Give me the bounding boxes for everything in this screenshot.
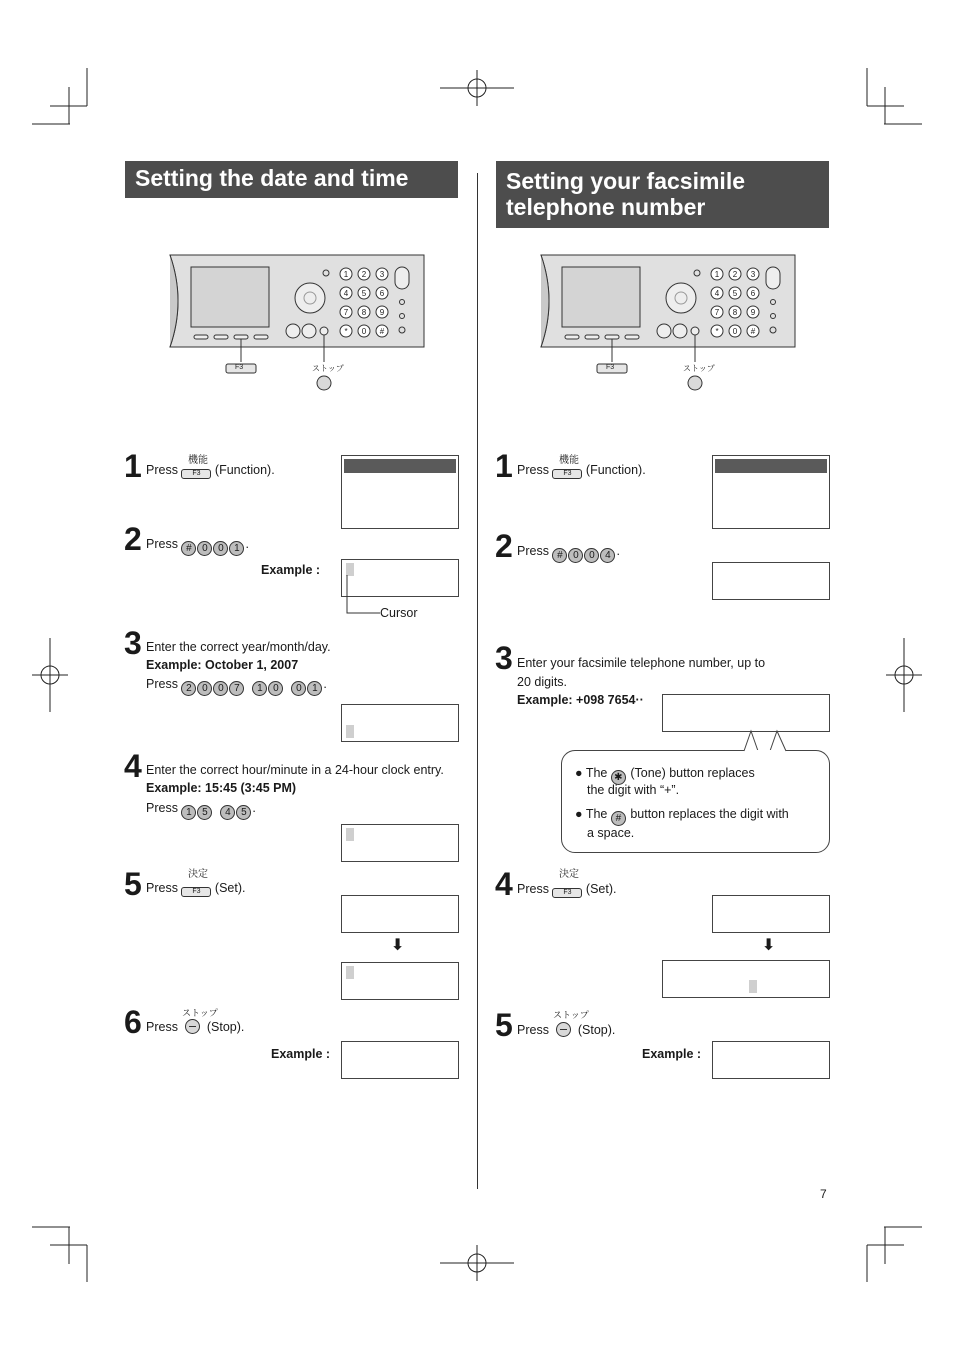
svg-text:6: 6 (750, 289, 756, 298)
callout-note-1: ● The ✱ (Tone) button replaces (575, 766, 755, 783)
left-step-2-number: 2 (124, 521, 142, 557)
right-step-3-number: 3 (495, 640, 513, 676)
key-0-icon: 0 (568, 548, 583, 563)
key-icon: 7 (229, 681, 244, 696)
column-divider (477, 173, 478, 1189)
key-icon: 0 (213, 681, 228, 696)
right-step-1-number: 1 (495, 448, 513, 484)
page-number: 7 (820, 1187, 827, 1201)
key-icon: 5 (236, 805, 251, 820)
key-4-icon: 4 (600, 548, 615, 563)
left-step-4-example: Example: 15:45 (3:45 PM) (146, 781, 297, 795)
right-step-4-number: 4 (495, 866, 513, 902)
svg-text:#: # (379, 327, 385, 336)
right-step-1-display (712, 455, 830, 529)
left-step-5-display-a (341, 895, 459, 933)
svg-text:9: 9 (379, 308, 385, 317)
svg-text:6: 6 (379, 289, 385, 298)
right-step-2-display (712, 562, 830, 600)
callout-note-2: ● The # button replaces the digit with (575, 807, 789, 824)
svg-text:*: * (715, 327, 719, 336)
svg-text:0: 0 (732, 327, 738, 336)
key-1-icon: 1 (229, 541, 244, 556)
stop-button-icon (185, 1019, 200, 1034)
callout-note-2-line-2: a space. (587, 826, 635, 840)
left-step-5-jp: 決定 (188, 869, 208, 880)
key-icon: 0 (268, 681, 283, 696)
key-icon: 0 (197, 681, 212, 696)
arrow-down-icon: ⬇ (391, 937, 405, 954)
right-control-panel-illustration (531, 250, 801, 395)
right-title-line-2: telephone number (506, 194, 706, 220)
svg-text:3: 3 (379, 270, 385, 279)
f3-button-icon: F3 (181, 469, 211, 479)
cursor-label: Cursor (380, 606, 418, 620)
right-section-title (496, 161, 829, 228)
callout-pointer (742, 729, 792, 753)
left-step-6-example: Example : (271, 1047, 331, 1061)
left-step-5-number: 5 (124, 866, 142, 902)
left-step-6-text: Press (Stop). (146, 1020, 245, 1034)
left-step-3-text: Enter the correct year/month/day. (146, 640, 331, 654)
svg-text:*: * (344, 327, 348, 336)
key-0-icon: 0 (213, 541, 228, 556)
key-icon: 1 (307, 681, 322, 696)
svg-text:5: 5 (732, 289, 738, 298)
right-title-line-1: Setting your facsimile (506, 168, 746, 194)
svg-text:5: 5 (361, 289, 367, 298)
callout-note-1-line-2: the digit with “+”. (587, 783, 680, 797)
right-step-3-example: Example: +098 7654·· (517, 693, 644, 707)
f3-button-icon: F3 (181, 887, 211, 897)
right-step-4-display-b (662, 960, 830, 998)
left-step-3-display (341, 704, 459, 742)
left-step-1-display (341, 455, 459, 529)
right-panel-f3-label: F3 (606, 364, 615, 371)
right-step-5-jp: ストップ (553, 1010, 589, 1020)
right-step-5-example: Example : (642, 1047, 702, 1061)
right-step-5-text: Press (Stop). (517, 1023, 616, 1037)
svg-text:1: 1 (714, 270, 720, 279)
right-step-5-number: 5 (495, 1007, 513, 1043)
right-step-3-text-2: 20 digits. (517, 675, 568, 689)
hash-key-icon: # (611, 811, 626, 826)
key-0-icon: 0 (584, 548, 599, 563)
right-step-1-jp: 機能 (559, 455, 579, 466)
key-0-icon: 0 (197, 541, 212, 556)
left-step-1-text: Press F3 (Function). (146, 463, 275, 477)
svg-text:2: 2 (361, 270, 367, 279)
left-title-text: Setting the date and time (135, 165, 409, 191)
left-panel-f3-label: F3 (235, 364, 244, 371)
left-step-1-number: 1 (124, 448, 142, 484)
left-step-2-example: Example : (261, 563, 321, 577)
left-step-4-text: Enter the correct hour/minute in a 24-hour clock entry. (146, 763, 444, 777)
cursor-pointer-line (344, 575, 384, 617)
key-icon: 4 (220, 805, 235, 820)
svg-text:8: 8 (361, 308, 367, 317)
key-icon: 0 (291, 681, 306, 696)
svg-text:8: 8 (732, 308, 738, 317)
right-step-4-jp: 決定 (559, 869, 579, 880)
left-step-6-jp: ストップ (182, 1008, 218, 1018)
right-step-3-text-1: Enter your facsimile telephone number, up to (517, 656, 766, 670)
right-step-4-text: Press F3 (Set). (517, 882, 617, 896)
left-step-4-display (341, 824, 459, 862)
key-icon: 1 (252, 681, 267, 696)
left-step-4-number: 4 (124, 748, 142, 784)
left-step-3-number: 3 (124, 625, 142, 661)
svg-text:2: 2 (732, 270, 738, 279)
svg-text:0: 0 (361, 327, 367, 336)
svg-text:7: 7 (714, 308, 720, 317)
svg-text:#: # (750, 327, 756, 336)
f3-button-icon: F3 (552, 888, 582, 898)
left-step-5-display-b (341, 962, 459, 1000)
left-step-3-press: Press 2 0 0 7 1 0 0 1 . (146, 677, 327, 694)
svg-text:4: 4 (714, 289, 720, 298)
left-step-4-press: Press 1 5 4 5 . (146, 801, 256, 818)
key-icon: 1 (181, 805, 196, 820)
left-step-6-number: 6 (124, 1004, 142, 1040)
left-step-6-display (341, 1041, 459, 1079)
left-step-1-jp: 機能 (188, 455, 208, 466)
tone-key-icon: ✱ (611, 770, 626, 785)
left-section-title (125, 161, 458, 198)
left-step-5-text: Press F3 (Set). (146, 881, 246, 895)
key-icon: 5 (197, 805, 212, 820)
arrow-down-icon: ⬇ (762, 937, 776, 954)
f3-button-icon: F3 (552, 469, 582, 479)
left-control-panel-illustration (160, 250, 430, 395)
left-panel-stop-label: ストップ (312, 364, 344, 373)
right-step-2-text: Press # 0 0 4 . (517, 544, 620, 561)
hash-key-icon: # (552, 548, 567, 563)
left-step-2-text: Press # 0 0 1 . (146, 537, 249, 554)
right-step-3-display (662, 694, 830, 732)
right-step-4-display-a (712, 895, 830, 933)
key-icon: 2 (181, 681, 196, 696)
right-step-5-display (712, 1041, 830, 1079)
svg-text:1: 1 (343, 270, 349, 279)
hash-key-icon: # (181, 541, 196, 556)
svg-text:7: 7 (343, 308, 349, 317)
svg-text:4: 4 (343, 289, 349, 298)
svg-text:3: 3 (750, 270, 756, 279)
stop-button-icon (556, 1022, 571, 1037)
right-step-2-number: 2 (495, 528, 513, 564)
right-panel-stop-label: ストップ (683, 364, 715, 373)
left-step-3-example: Example: October 1, 2007 (146, 658, 299, 672)
svg-text:9: 9 (750, 308, 756, 317)
right-step-1-text: Press F3 (Function). (517, 463, 646, 477)
